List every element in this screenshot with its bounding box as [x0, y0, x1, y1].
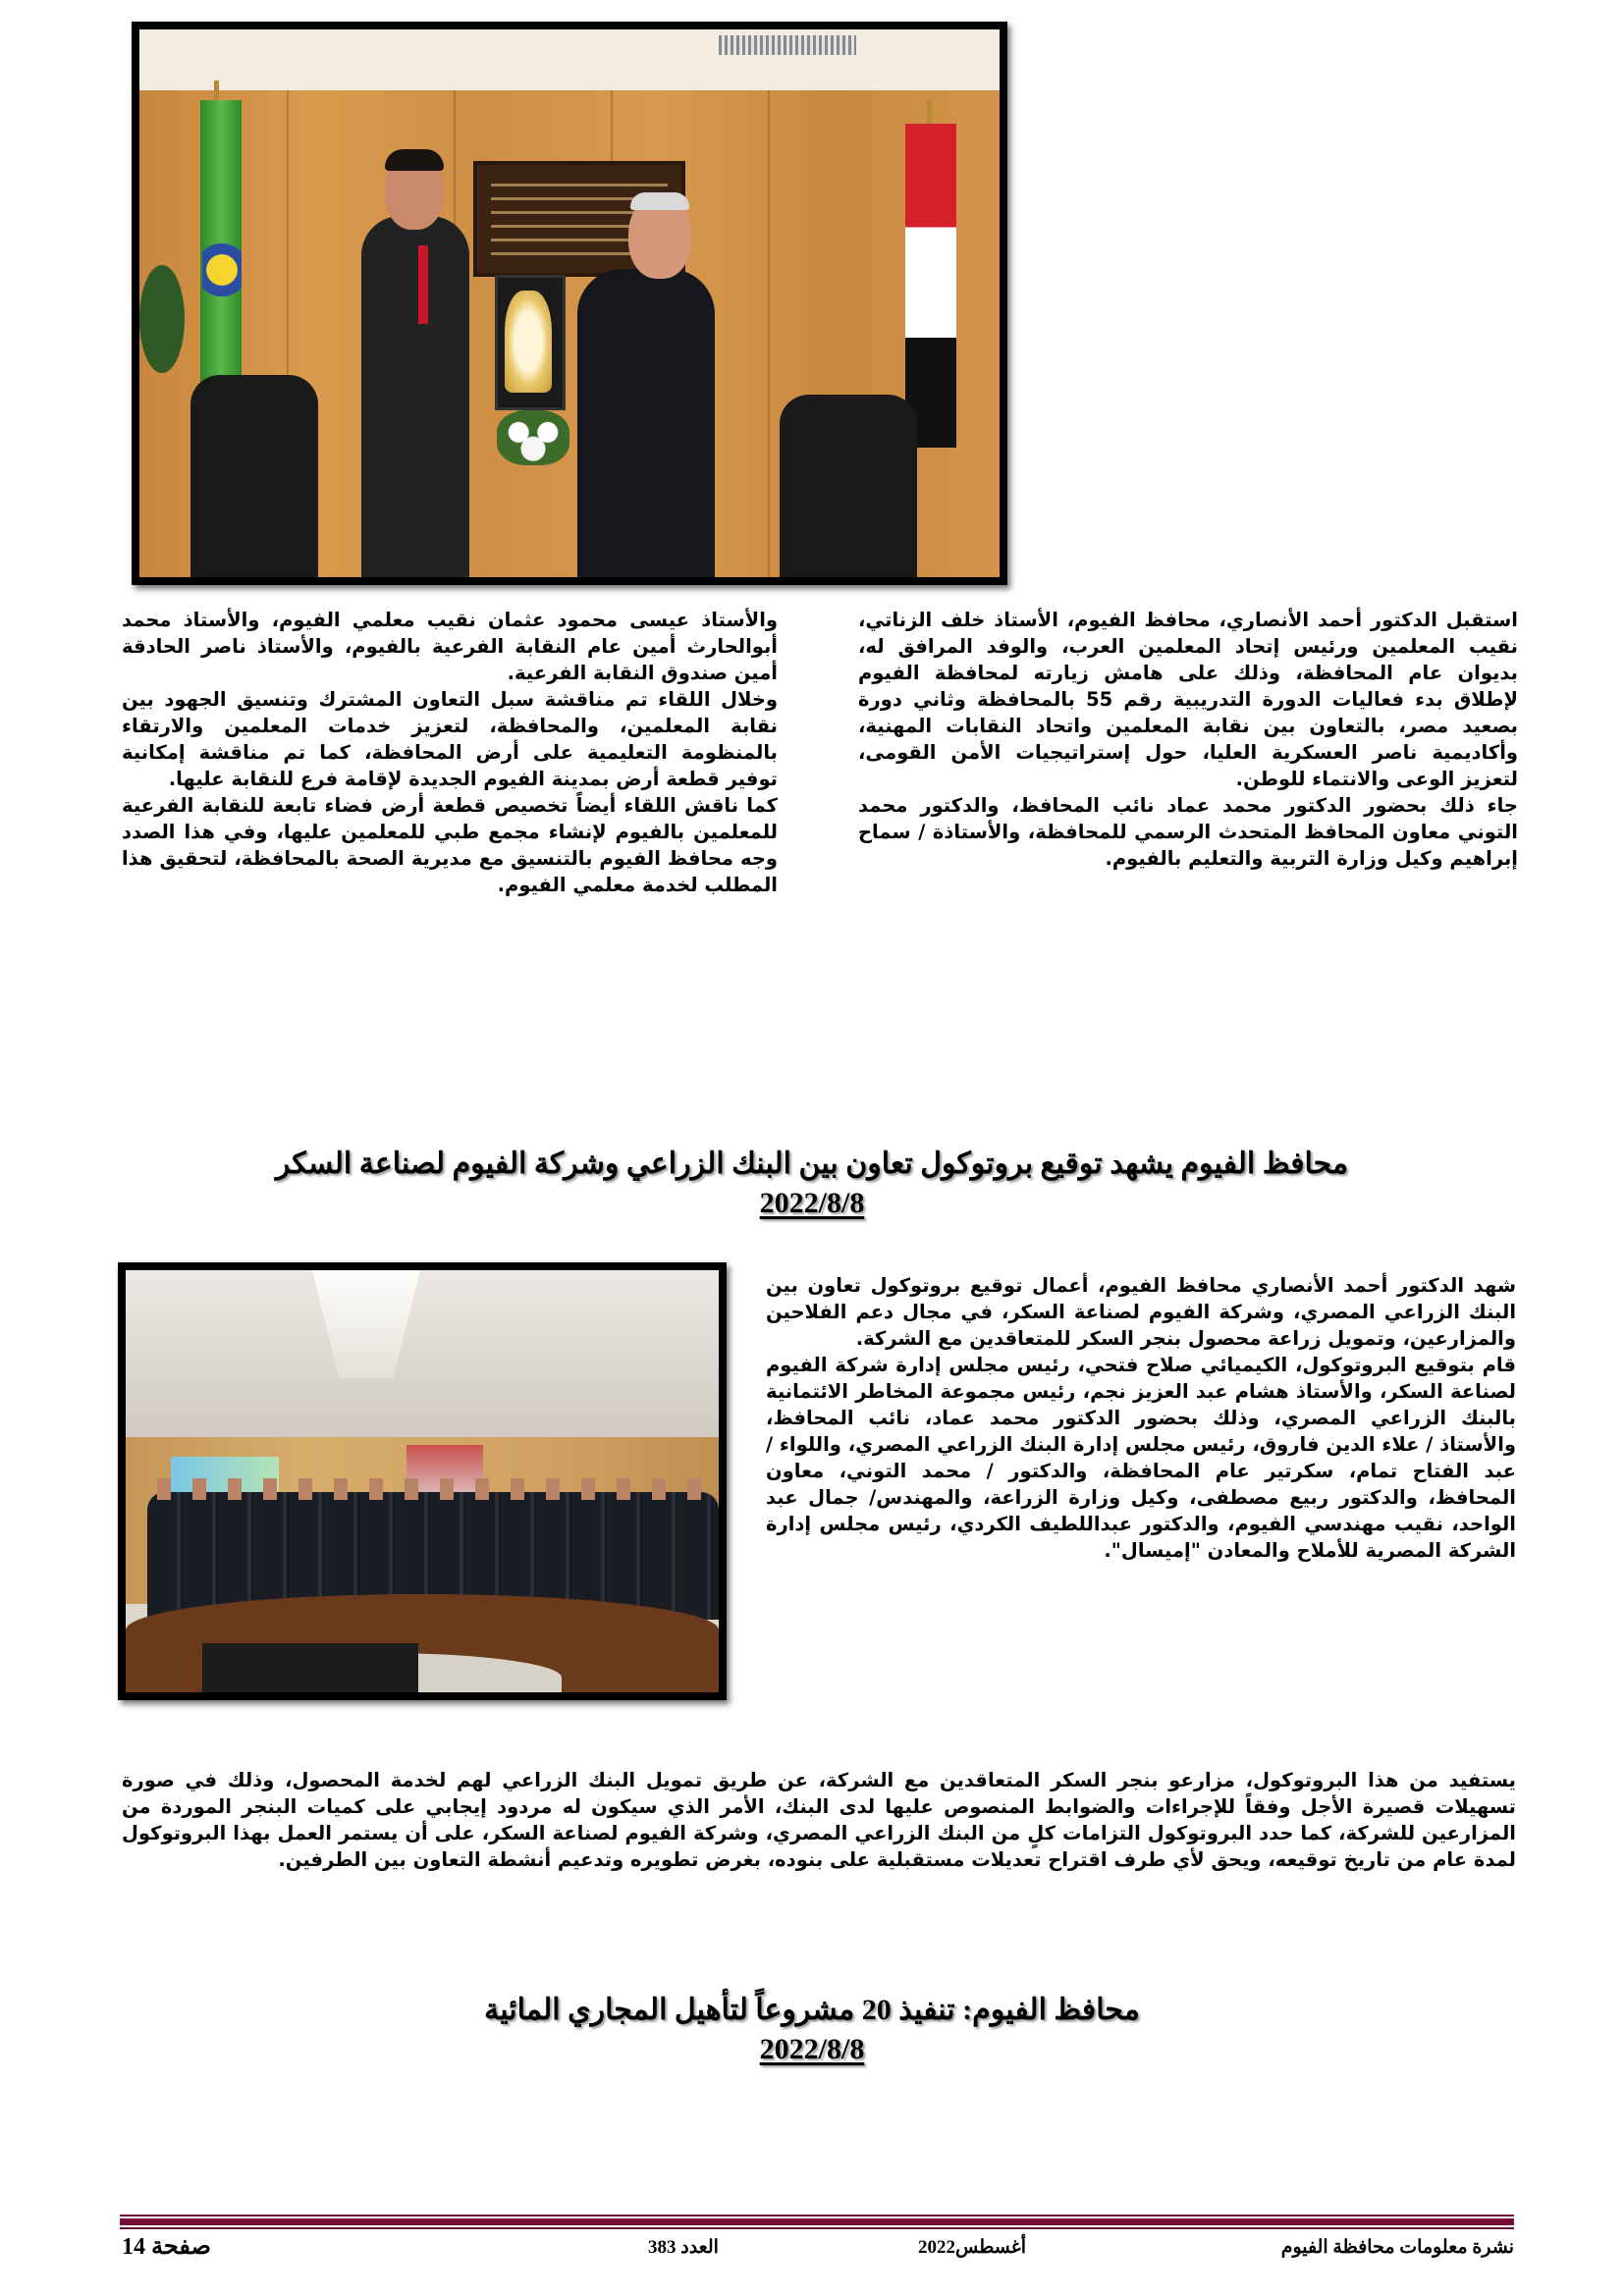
- person-guest: [577, 269, 715, 577]
- article2-photo: [118, 1262, 727, 1700]
- footer-rule: [120, 2215, 1514, 2216]
- photo-ac-vent: [719, 35, 856, 55]
- fayoum-flag-emblem: [202, 231, 242, 309]
- person-governor: [361, 216, 469, 577]
- egypt-flag: [905, 124, 956, 448]
- paragraph: استقبل الدكتور أحمد الأنصاري، محافظ الفيوم، الأستاذ خلف الزناتي، نقيب المعلمين ورئيس إتحاد المعلمين العرب، والوفد المرافق له، بديوان عام المحافظة، وذلك على هامش زيارته لمحافظة الفيوم لإطلاق بدء فعاليات الدورة التدريبية رقم 55 بالمحافظة وثاني دورة بصعيد مصر، بالتعاون بين نقابة المعلمين واتحاد النقابات المهنية، وأكاديمية ناصر العسكرية العليا، حول إستراتيجيات الأمن القومى، لتعزيز الوعى والانتماء للوطن.: [858, 609, 1518, 790]
- headline-date: 2022/8/8: [759, 1187, 865, 1219]
- photo-ceiling: [139, 29, 1000, 90]
- article1-left-column: [122, 607, 778, 898]
- paragraph: وخلال اللقاء تم مناقشة سبل التعاون المشترك وتنسيق الجهود بين نقابة المعلمين، والمحافظة، لتعزيز خدمات المعلمين والارتقاء بالمنظومة التعليمية على أرض المحافظة، كما تم مناقشة إمكانية توفير قطعة أرض بمدينة الفيوم الجديدة لإقامة فرع للنقابة عليها.: [122, 688, 778, 790]
- paragraph: كما ناقش اللقاء أيضاً تخصيص قطعة أرض فضاء تابعة للنقابة الفرعية للمعلمين بالفيوم لإنشاء مجمع طبي للمعلمين عليها، وفي هذا الصدد وجه محافظ الفيوم بالتنسيق مع مديرية الصحة بالمحافظة، لتحقيق هذا المطلب لخدمة معلمي الفيوم.: [122, 794, 778, 896]
- flower-vase: [497, 410, 569, 465]
- article1-right-column: [858, 607, 1518, 872]
- footer-rule: [120, 2227, 1514, 2229]
- paragraph: يستفيد من هذا البروتوكول، مزارعو بنجر السكر المتعاقدين مع الشركة، عن طريق تمويل البنك الزراعي لهم لخدمة المحصول، وذلك في صورة تسهيلات قصيرة الأجل وفقاً للإجراءات والضوابط المنصوص عليها لدى البنك، الأمر الذي سيكون له مردود إيجابي على كميات البنجر الموردة من المزارعين للشركة، كما حدد البروتوكول التزامات كلٍ من البنك الزراعي المصري، وشركة الفيوم لصناعة السكر، على أن يستمر العمل بهذا البروتوكول لمدة عام من تاريخ توقيعه، ويحق لأي طرف اقتراح تعديلات مستقبلية على بنوده، بغرض تطويره وتدعيم أنشطة التعاون بين الطرفين.: [122, 1769, 1516, 1871]
- footer-rule: [120, 2218, 1514, 2225]
- person-hair: [385, 149, 444, 171]
- photo-ceiling: [126, 1270, 719, 1447]
- red-tie: [418, 245, 428, 324]
- footer-issue-number: العدد 383: [648, 2237, 719, 2258]
- wood-panel-line: [768, 90, 770, 577]
- article2-headline: [196, 1145, 1428, 1223]
- headline-text: محافظ الفيوم يشهد توقيع بروتوكول تعاون بين البنك الزراعي وشركة الفيوم لصناعة السكر: [275, 1148, 1349, 1180]
- footer-page-number: صفحة 14: [122, 2234, 211, 2260]
- sofa-right: [780, 395, 917, 577]
- person-hair: [630, 192, 689, 210]
- article2-right-column: [766, 1272, 1516, 1564]
- group-heads: [147, 1478, 719, 1500]
- sofa-left: [190, 375, 318, 577]
- article3-headline: [196, 1991, 1428, 2069]
- article2-full-width: [122, 1767, 1516, 1873]
- paragraph: شهد الدكتور أحمد الأنصاري محافظ الفيوم، أعمال توقيع بروتوكول تعاون بين البنك الزراعي المصري، وشركة الفيوم لصناعة السكر، في مجال دعم الفلاحين والمزارعين، وتمويل زراعة محصول بنجر السكر للمتعاقدين مع الشركة.: [766, 1274, 1516, 1350]
- plant: [139, 265, 185, 373]
- paragraph: والأستاذ عيسى محمود عثمان نقيب معلمي الفيوم، والأستاذ محمد أبوالحارث أمين عام النقابة الفرعية بالفيوم، والأستاذ ناصر الحادقة أمين صندوق النقابة الفرعية.: [122, 609, 778, 684]
- paragraph: قام بتوقيع البروتوكول، الكيميائي صلاح فتحي، رئيس مجلس إدارة شركة الفيوم لصناعة السكر، والأستاذ هشام عبد العزيز نجم، رئيس مجموعة المخاطر الائتمانية بالبنك الزراعي المصري، وذلك بحضور الدكتور محمد عماد، نائب المحافظ، والأستاذ / علاء الدين فاروق، رئيس مجلس إدارة البنك الزراعي المصري، واللواء / عبد الفتاح تمام، سكرتير عام المحافظة، والدكتور / محمد التوني، معاون المحافظ، والدكتور ربيع مصطفى، وكيل وزارة الزراعة، والمهندس/ جمال عبد الواحد، نقيب مهندسي الفيوم، والدكتور عبداللطيف الكردي، رئيس مجلس إدارة الشركة المصرية للأملاح والمعادن "إميسال".: [766, 1354, 1516, 1562]
- headline-text: محافظ الفيوم: تنفيذ 20 مشروعاً لتأهيل المجاري المائية: [484, 1994, 1140, 2026]
- shield-gold-plate: [505, 291, 552, 393]
- footer-month-year: أغسطس2022: [918, 2237, 1026, 2258]
- article1-photo: [132, 22, 1007, 585]
- paragraph: جاء ذلك بحضور الدكتور محمد عماد نائب المحافظ، والدكتور محمد التوني معاون المحافظ المتحدث الرسمي للمحافظة، والأستاذة / سماح إبراهيم وكيل وزارة التربية والتعليم بالفيوم.: [858, 794, 1518, 870]
- monitor: [202, 1643, 418, 1692]
- footer-publication: نشرة معلومات محافظة الفيوم: [1280, 2237, 1514, 2258]
- headline-date: 2022/8/8: [759, 2033, 865, 2065]
